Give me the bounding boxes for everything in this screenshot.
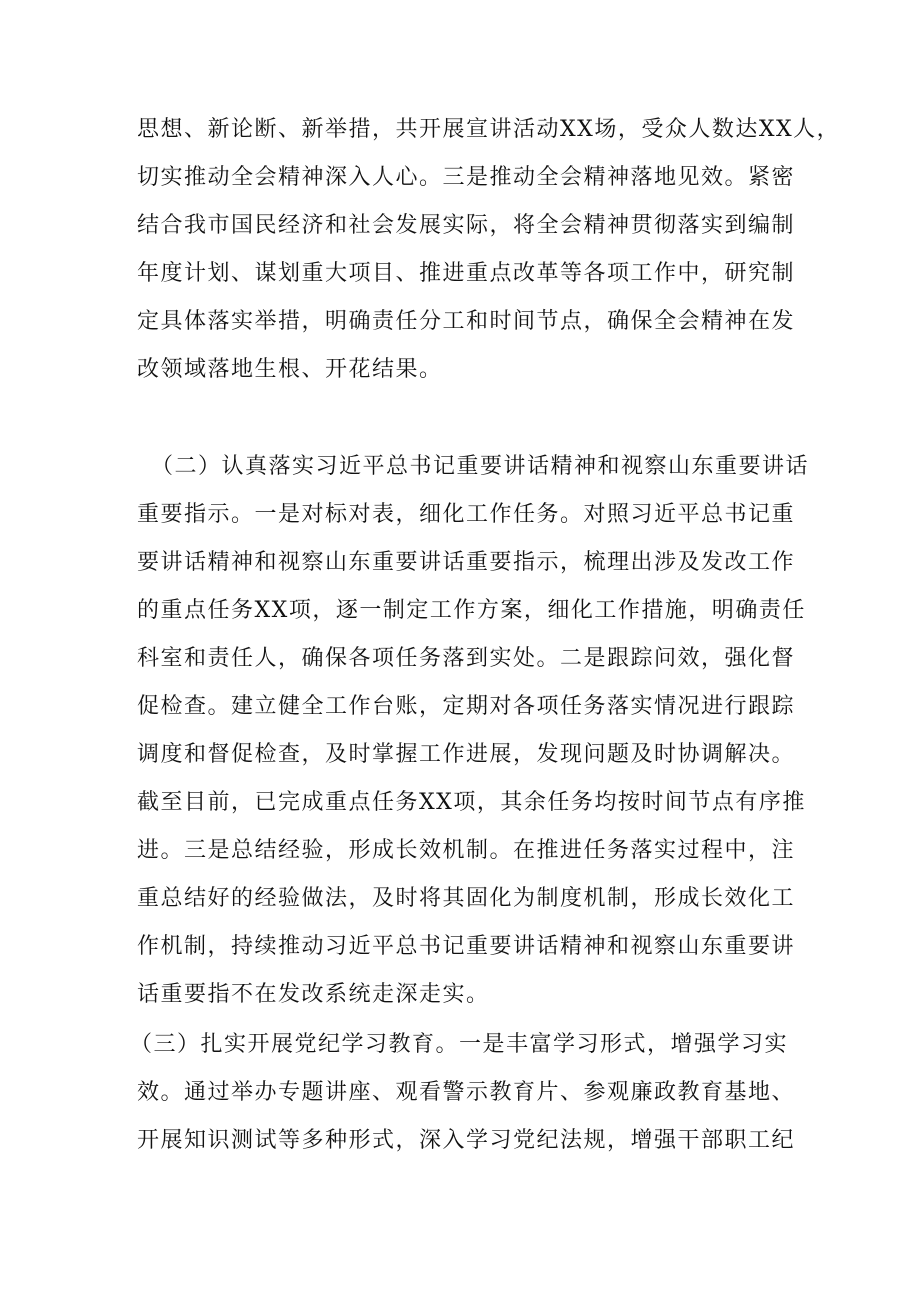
paragraph-heading-line: （二）认真落实习近平总书记重要讲话精神和视察山东重要讲话 [151, 454, 810, 479]
paragraph-3 [130, 1021, 797, 1165]
paragraph-line: 的重点任务XX项，逐一制定工作方案，细化工作措施，明确责任 [137, 598, 806, 623]
paragraph-1 [137, 106, 841, 394]
paragraph-heading-line: （三）扎实开展党纪学习教育。一是丰富学习形式，增强学习实 [130, 1032, 789, 1057]
paragraph-line: 年度计划、谋划重大项目、推进重点改革等各项工作中，研究制 [137, 261, 796, 286]
paragraph-line: 要讲话精神和视察山东重要讲话重要指示，梳理出涉及发改工作 [137, 550, 796, 575]
paragraph-line: 效。通过举办专题讲座、观看警示教育片、参观廉政教育基地、 [137, 1080, 796, 1105]
paragraph-line: 结合我市国民经济和社会发展实际，将全会精神贯彻落实到编制 [137, 213, 796, 238]
paragraph-2 [137, 443, 810, 1019]
paragraph-line: 切实推动全会精神深入人心。三是推动全会精神落地见效。紧密 [137, 165, 796, 190]
paragraph-line: 截至目前，已完成重点任务XX项，其余任务均按时间节点有序推 [137, 790, 806, 815]
paragraph-line: 科室和责任人，确保各项任务落到实处。二是跟踪问效，强化督 [137, 646, 796, 671]
paragraph-line: 促检查。建立健全工作台账，定期对各项任务落实情况进行跟踪 [137, 694, 796, 719]
paragraph-line: 开展知识测试等多种形式，深入学习党纪法规，增强干部职工纪 [137, 1128, 796, 1153]
paragraph-line: 改领域落地生根、开花结果。 [137, 357, 443, 382]
paragraph-line: 定具体落实举措，明确责任分工和时间节点，确保全会精神在发 [137, 309, 796, 334]
paragraph-line: 思想、新论断、新举措，共开展宣讲活动XX场，受众人数达XX人， [137, 117, 841, 142]
paragraph-line: 调度和督促检查，及时掌握工作进展，发现问题及时协调解决。 [137, 742, 796, 767]
paragraph-line: 进。三是总结经验，形成长效机制。在推进任务落实过程中，注 [137, 838, 796, 863]
paragraph-line: 话重要指不在发改系统走深走实。 [137, 982, 490, 1007]
paragraph-line: 作机制，持续推动习近平总书记重要讲话精神和视察山东重要讲 [137, 934, 796, 959]
paragraph-line: 重要指示。一是对标对表，细化工作任务。对照习近平总书记重 [137, 502, 796, 527]
paragraph-line: 重总结好的经验做法，及时将其固化为制度机制，形成长效化工 [137, 886, 796, 911]
